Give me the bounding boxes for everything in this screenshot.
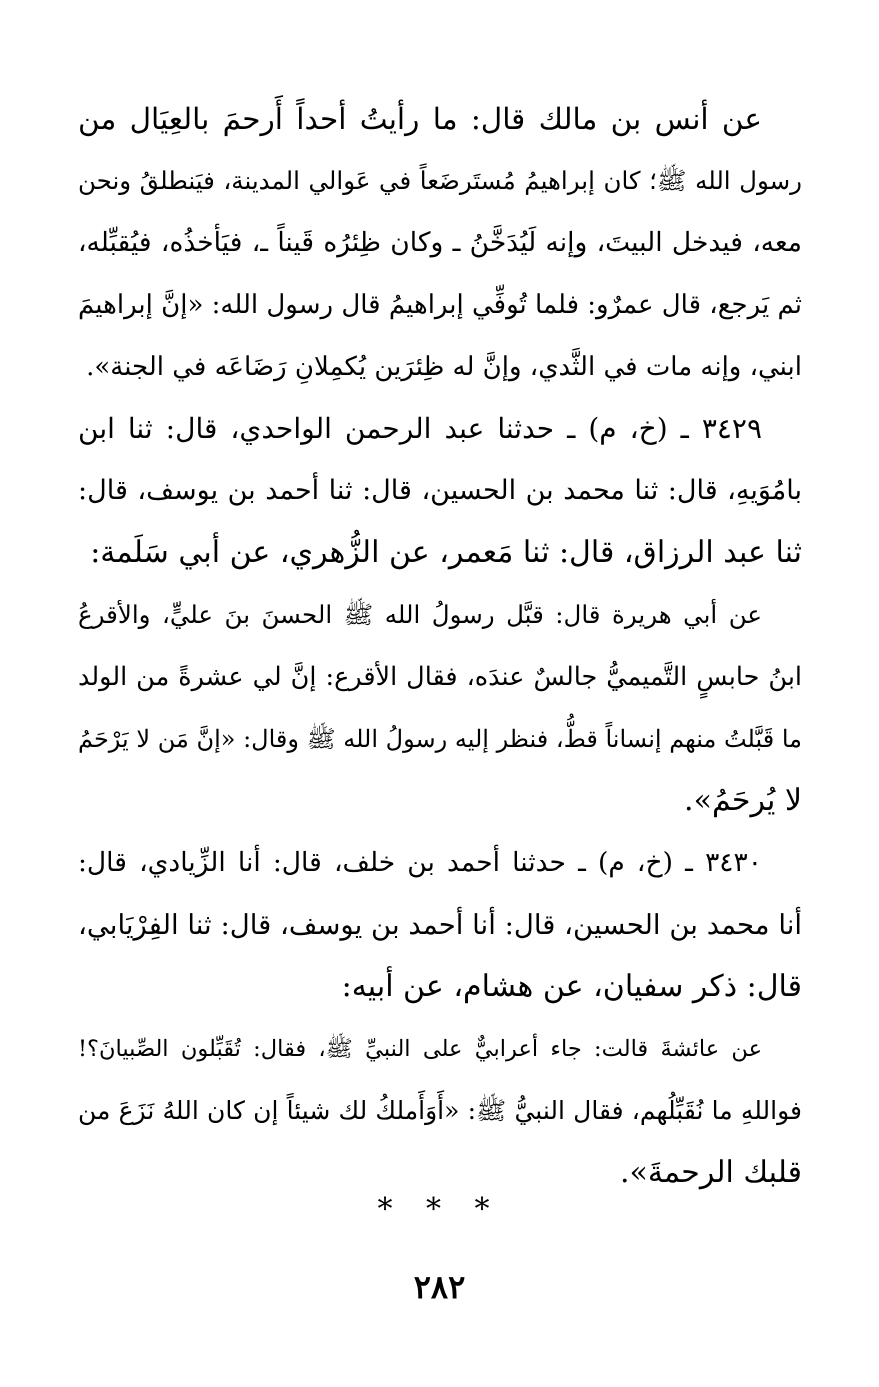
- paragraph-anas-hadith: [78, 88, 802, 398]
- text-line: ٣٤٢٩ ـ (خ، م) ـ حدثنا عبد الرحمن الواحدي، قال: ثنا ابن: [78, 412, 762, 445]
- paragraph-abu-hurayra-hadith: [78, 584, 802, 832]
- text-line: ابني، وإنه مات في الثَّدي، وإنَّ له ظِئرَين يُكمِلانِ رَضَاعَه في الجنة».: [86, 352, 802, 382]
- text-line: ثم يَرجع، قال عمرٌو: فلما تُوفِّي إبراهيمُ قال رسول الله: «إنَّ إبراهيمَ: [78, 290, 802, 320]
- text-line: لا يُرحَمُ».: [684, 783, 802, 818]
- text-line: رسول الله ﷺ؛ كان إبراهيمُ مُستَرضَعاً في عَوالي المدينة، فيَنطلقُ ونحن: [78, 166, 802, 195]
- page-body: [78, 88, 802, 1204]
- text-line: أنا محمد بن الحسين، قال: أنا أحمد بن يوسف، قال: ثنا الفِرْيَابي،: [78, 909, 802, 941]
- paragraph-isnad-3429: [78, 398, 802, 584]
- text-line: بامُوَيهِ، قال: ثنا محمد بن الحسين، قال: ثنا أحمد بن يوسف، قال:: [78, 475, 802, 506]
- text-line: عن أنس بن مالك قال: ما رأيتُ أحداً أَرحمَ بالعِيَال من: [78, 102, 762, 136]
- text-line: عن أبي هريرة قال: قبَّل رسولُ الله ﷺ الحسنَ بنَ عليٍّ، والأقرعُ: [78, 600, 762, 629]
- text-line: ثنا عبد الرزاق، قال: ثنا مَعمر، عن الزُّهري، عن أبي سَلَمة:: [90, 535, 802, 570]
- section-separator: * * *: [377, 1192, 502, 1227]
- text-line: عن عائشةَ قالت: جاء أعرابيٌّ على النبيِّ ﷺ، فقال: تُقَبِّلون الصِّبيانَ؟!: [78, 1036, 762, 1062]
- page-number: ٢٨٢: [413, 1268, 466, 1306]
- text-line: فواللهِ ما نُقَبِّلُهم، فقال النبيُّ ﷺ: «أَوَأَملكُ لك شيئاً إن كان اللهُ نَزَعَ من: [78, 1096, 802, 1125]
- text-line: معه، فيدخل البيتَ، وإنه لَيُدَخَّنُ ـ وكان ظِئرُه قَيناً ـ، فيَأخذُه، فيُقبِّله،: [78, 227, 802, 258]
- text-line: ابنُ حابسٍ التَّميميُّ جالسٌ عندَه، فقال الأقرع: إنَّ لي عشرةً من الولد: [78, 662, 802, 692]
- text-line: قال: ذكر سفيان، عن هشام، عن أبيه:: [341, 969, 802, 1004]
- paragraph-isnad-3430: [78, 832, 802, 1018]
- text-line: قلبك الرحمةَ».: [619, 1155, 802, 1190]
- text-line: ٣٤٣٠ ـ (خ، م) ـ حدثنا أحمد بن خلف، قال: أنا الزِّيادي، قال:: [78, 847, 762, 878]
- text-line: ما قَبَّلتُ منهم إنساناً قطُّ، فنظر إليه رسولُ الله ﷺ وقال: «إنَّ مَن لا يَرْحَمُ: [78, 725, 802, 753]
- paragraph-aisha-hadith: [78, 1018, 802, 1204]
